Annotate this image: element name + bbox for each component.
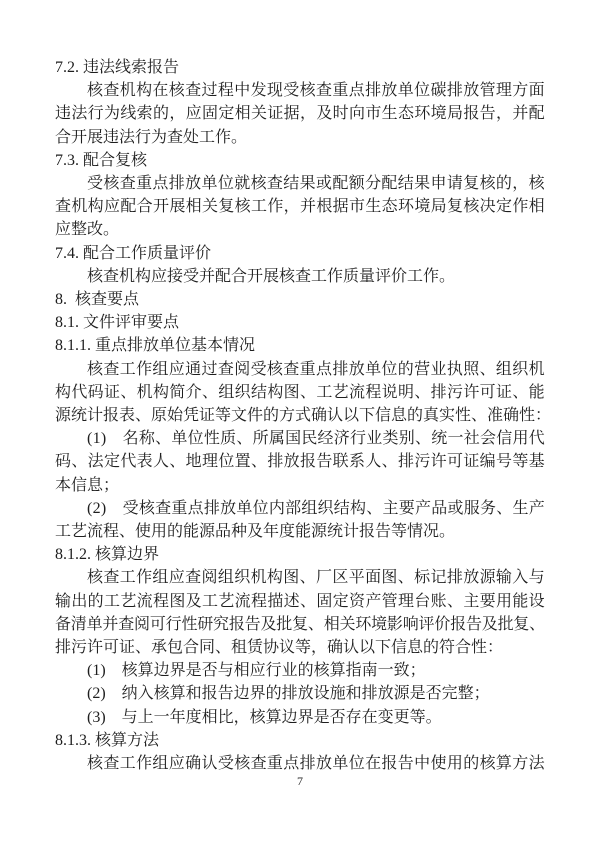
text-line: 码、法定代表人、地理位置、排放报告联系人、排污许可证编号等基 [55, 453, 545, 471]
text-line: 查机构应配合开展相关复核工作，并根据市生态环境局复核决定作相 [55, 198, 545, 216]
section-heading: 7.4. 配合工作质量评价 [55, 244, 212, 262]
text-line: 备清单并查阅可行性研究报告及批复、相关环境影响评价报告及批复、 [55, 615, 545, 633]
text-line: 核查机构应接受并配合开展核查工作质量评价工作。 [87, 267, 456, 285]
text-line: 核查工作组应通过查阅受核查重点排放单位的营业执照、组织机 [87, 360, 545, 378]
section-heading: 8.1.1. 重点排放单位基本情况 [55, 337, 256, 355]
section-heading: 8. 核查要点 [55, 291, 140, 309]
section-heading: 7.2. 违法线索报告 [55, 59, 180, 76]
page-number: 7 [297, 774, 303, 788]
text-line: 本信息； [55, 476, 120, 494]
text-line: (1) 名称、单位性质、所属国民经济行业类别、统一社会信用代 [87, 430, 545, 448]
text-line: 应整改。 [55, 221, 120, 239]
text-line: 违法行为线索的，应固定相关证据，及时向市生态环境局报告，并配 [55, 105, 545, 123]
text-line: (1) 核算边界是否与相应行业的核算指南一致； [87, 662, 426, 680]
section-heading: 8.1.3. 核算方法 [55, 731, 160, 749]
text-line: 输出的工艺流程图及工艺流程描述、固定资产管理台账、主要用能设 [55, 592, 545, 610]
text-line: (2) 纳入核算和报告边界的排放设施和排放源是否完整； [87, 685, 490, 703]
text-line: 排污许可证、承包合同、租赁协议等，确认以下信息的符合性： [55, 639, 504, 657]
text-line: 核查工作组应查阅组织机构图、厂区平面图、标记排放源输入与 [87, 569, 545, 587]
text-line: (2) 受核查重点排放单位内部组织结构、主要产品或服务、生产 [87, 499, 545, 517]
text-line: 合开展违法行为查处工作。 [55, 128, 248, 146]
text-line: 源统计报表、原始凭证等文件的方式确认以下信息的真实性、准确性： [55, 407, 552, 425]
text-line: 工艺流程、使用的能源品种及年度能源统计报告等情况。 [55, 523, 456, 541]
text-line: 构代码证、机构简介、组织结构图、工艺流程说明、排污许可证、能 [55, 383, 545, 401]
text-line: (3) 与上一年度相比，核算边界是否存在变更等。 [87, 708, 442, 726]
text-line: 核查机构在核查过程中发现受核查重点排放单位碳排放管理方面 [87, 82, 545, 100]
section-heading: 8.1. 文件评审要点 [55, 314, 180, 332]
section-heading: 8.1.2. 核算边界 [55, 546, 160, 564]
text-line: 核查工作组应确认受核查重点排放单位在报告中使用的核算方法 [87, 755, 545, 773]
document-content [55, 56, 552, 775]
text-line: 受核查重点排放单位就核查结果或配额分配结果申请复核的，核 [87, 175, 545, 193]
section-heading: 7.3. 配合复核 [55, 151, 148, 169]
